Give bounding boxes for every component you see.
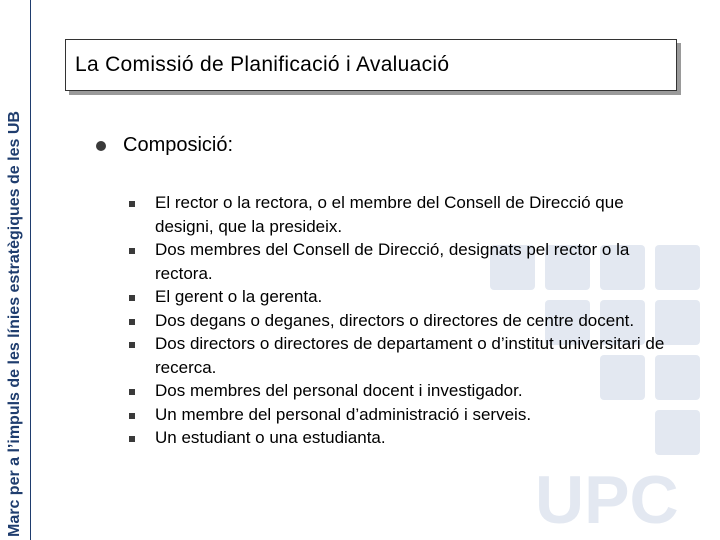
square-bullet-icon <box>129 295 135 301</box>
list-item <box>125 379 670 403</box>
sidebar-title: Marc per a l’impuls de les línies estratègiques de les UB <box>6 111 23 537</box>
sidebar <box>0 0 31 540</box>
square-bullet-icon <box>129 201 135 207</box>
list-item <box>125 191 670 238</box>
square-bullet-icon <box>129 436 135 442</box>
square-bullet-icon <box>129 319 135 325</box>
list-item <box>125 426 670 450</box>
list-item <box>125 403 670 427</box>
list-item-text: Dos membres del personal docent i investigador. <box>155 381 523 400</box>
list-item-text: El rector o la rectora, o el membre del Consell de Direcció que designi, que la presideix. <box>155 193 624 236</box>
slide-title: La Comissió de Planificació i Avaluació <box>75 53 450 76</box>
round-bullet-icon <box>96 141 106 151</box>
square-bullet-icon <box>129 389 135 395</box>
list-item-text: Dos membres del Consell de Direcció, designats pel rector o la rectora. <box>155 240 630 283</box>
composition-list <box>125 191 670 450</box>
list-item-text: Un estudiant o una estudianta. <box>155 428 386 447</box>
square-bullet-icon <box>129 248 135 254</box>
list-item <box>125 285 670 309</box>
svg-text:UPC: UPC <box>535 462 679 538</box>
square-bullet-icon <box>129 413 135 419</box>
list-item-text: El gerent o la gerenta. <box>155 287 323 306</box>
square-bullet-icon <box>129 342 135 348</box>
list-item <box>125 309 670 333</box>
list-item-text: Un membre del personal d’administració i serveis. <box>155 404 532 424</box>
list-item <box>125 238 670 285</box>
list-item <box>125 332 670 379</box>
section-bullet <box>96 134 233 157</box>
section-heading: Composició: <box>123 134 234 156</box>
title-box <box>65 39 677 91</box>
list-item-text: Dos directors o directores de departament o d’institut universitari de recerca. <box>155 334 665 377</box>
list-item-text: Dos degans o deganes, directors o directores de centre docent. <box>155 310 635 330</box>
